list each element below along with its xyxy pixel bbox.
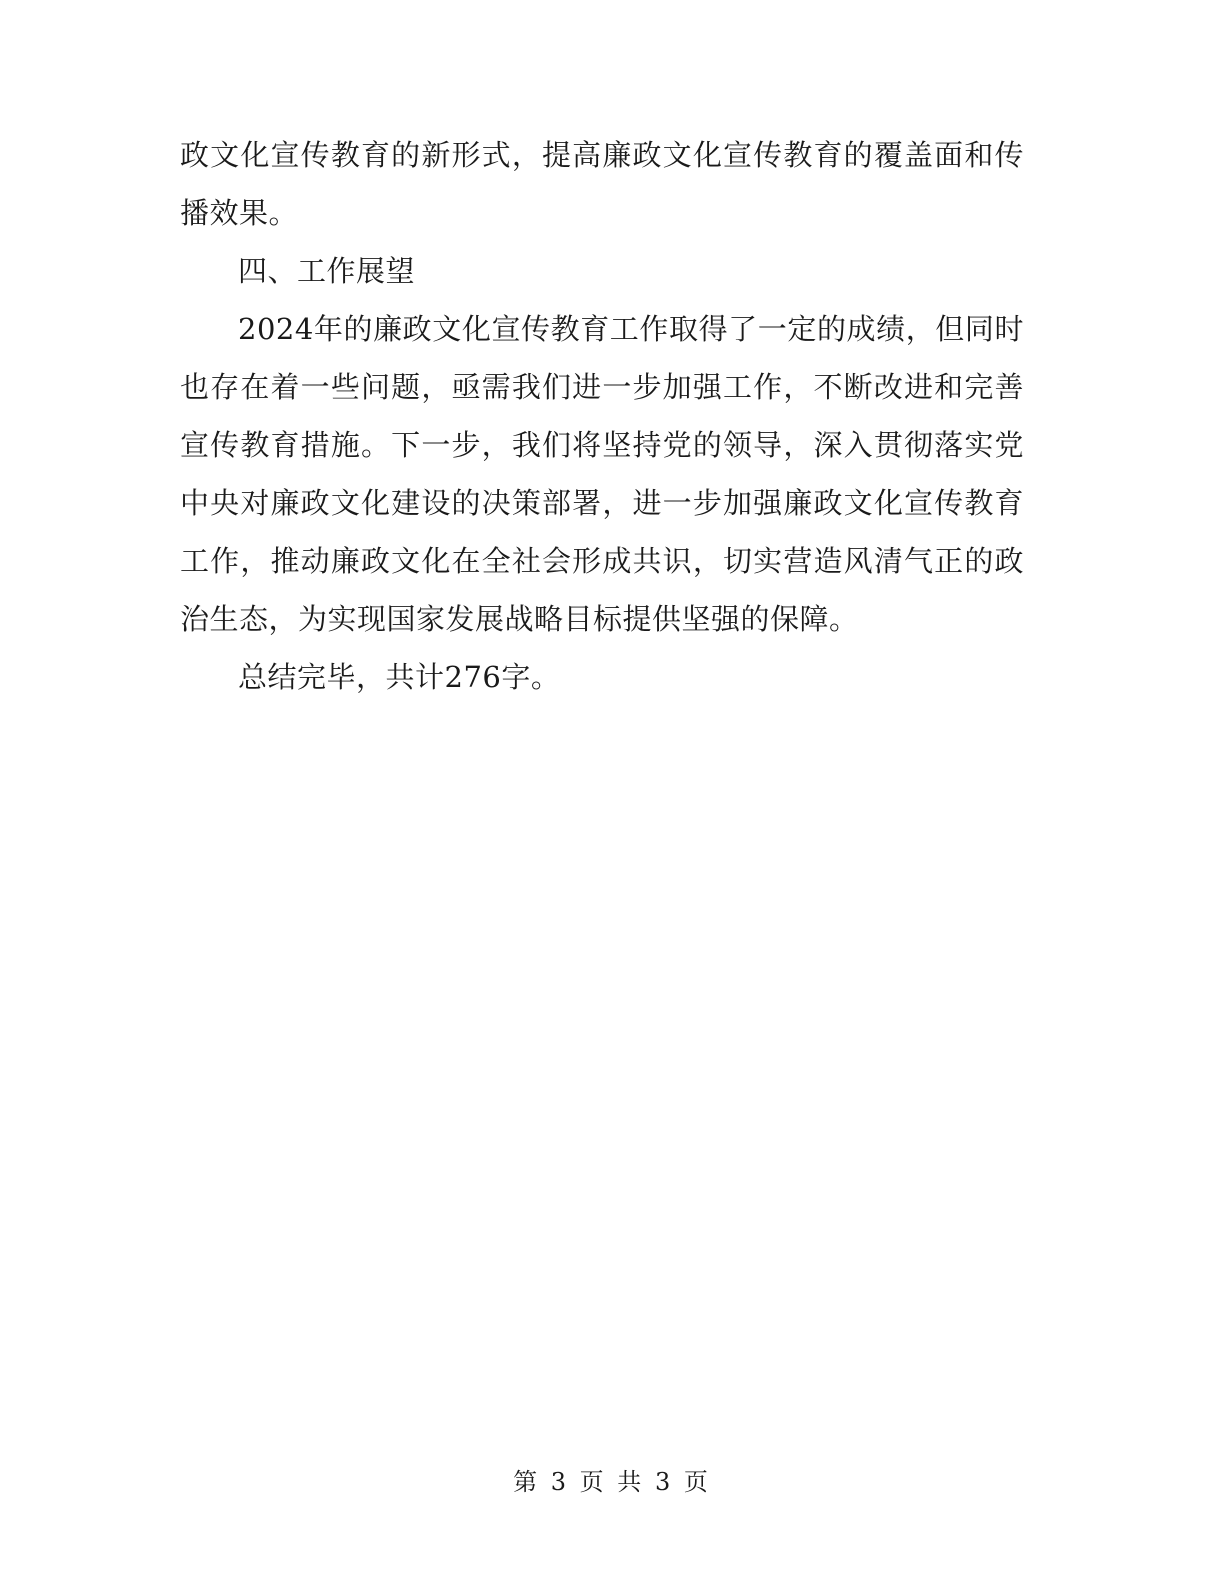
- document-body: [180, 126, 1024, 706]
- page-number-footer: 第 3 页 共 3 页: [513, 1468, 711, 1496]
- section-heading: 四、工作展望: [238, 254, 416, 288]
- paragraph-continuation: 政文化宣传教育的新形式，提高廉政文化宣传教育的覆盖面和传播效果。: [180, 138, 1024, 230]
- paragraph-outlook: 2024年的廉政文化宣传教育工作取得了一定的成绩，但同时也存在着一些问题，亟需我们进一步加强工作，不断改进和完善宣传教育措施。下一步，我们将坚持党的领导，深入贯彻落实党中央对廉政文化建设的决策部署，进一步加强廉政文化宣传教育工作，推动廉政文化在全社会形成共识，切实营造风清气正的政治生态，为实现国家发展战略目标提供坚强的保障。: [180, 312, 1024, 636]
- paragraph-summary: 总结完毕，共计276字。: [238, 660, 561, 694]
